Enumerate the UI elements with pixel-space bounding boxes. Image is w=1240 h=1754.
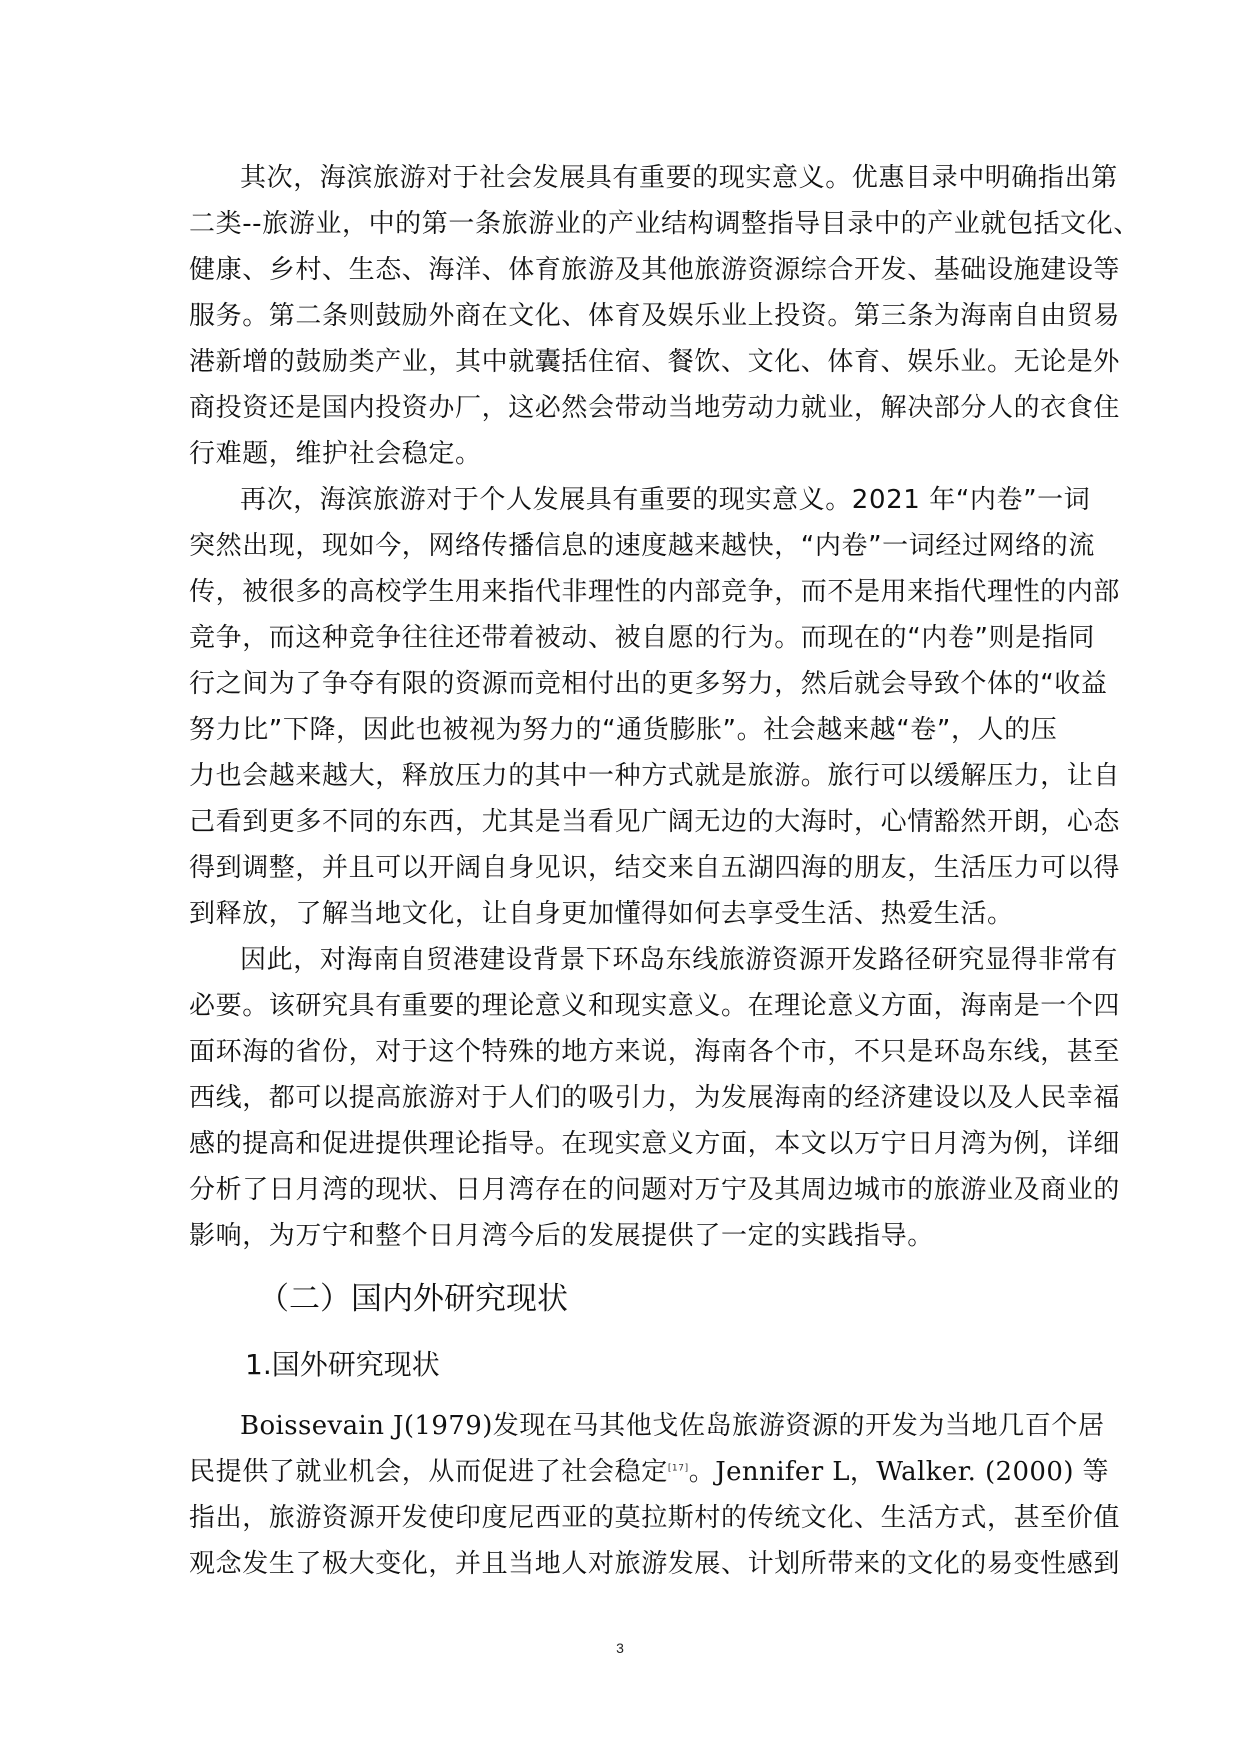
paragraph-line: 再次，海滨旅游对于个人发展具有重要的现实意义。2021 年“内卷”一词 [240,485,1091,515]
paragraph-line: 其次，海滨旅游对于社会发展具有重要的现实意义。优惠目录中明确指出第 [240,163,1118,193]
paragraph-line: 行之间为了争夺有限的资源而竞相付出的更多努力，然后就会导致个体的“收益 [189,669,1108,699]
paragraph-line: 分析了日月湾的现状、日月湾存在的问题对万宁及其周边城市的旅游业及商业的 [189,1175,1121,1205]
paragraph-line: 西线，都可以提高旅游对于人们的吸引力，为发展海南的经济建设以及人民幸福 [189,1083,1121,1113]
paragraph-text: 。 [688,1457,716,1487]
paragraph-line: 影响，为万宁和整个日月湾今后的发展提供了一定的实践指导。 [189,1221,934,1251]
paragraph-line: 指出，旅游资源开发使印度尼西亚的莫拉斯村的传统文化、生活方式，甚至价值 [189,1503,1121,1533]
paragraph-line: 竞争，而这种竞争往往还带着被动、被自愿的行为。而现在的“内卷”则是指同 [189,623,1095,653]
paragraph-text: 民提供了就业机会，从而促进了社会稳定 [189,1457,668,1487]
paragraph-text: 发现在马其他戈佐岛旅游资源的开发为当地几百个居 [492,1411,1105,1441]
author-citation: Boissevain J(1979) [240,1411,493,1441]
paragraph-line: 行难题，维护社会稳定。 [189,439,482,469]
paragraph-line: 得到调整，并且可以开阔自身见识，结交来自五湖四海的朋友，生活压力可以得 [189,853,1121,883]
paragraph-line: 观念发生了极大变化，并且当地人对旅游发展、计划所带来的文化的易变性感到 [189,1549,1121,1579]
paragraph-line: 因此，对海南自贸港建设背景下环岛东线旅游资源开发路径研究显得非常有 [240,945,1118,975]
author-citation: Jennifer L，Walker. (2000) [715,1457,1083,1487]
paragraph-line: 努力比”下降，因此也被视为努力的“通货膨胀”。社会越来越“卷”，人的压 [189,715,1058,745]
paragraph-line: 己看到更多不同的东西，尤其是当看见广阔无边的大海时，心情豁然开朗，心态 [189,807,1121,837]
paragraph-line: 健康、乡村、生态、海洋、体育旅游及其他旅游资源综合开发、基础设施建设等 [189,255,1121,285]
paragraph-line: 必要。该研究具有重要的理论意义和现实意义。在理论意义方面，海南是一个四 [189,991,1121,1021]
paragraph-line: 感的提高和促进提供理论指导。在现实意义方面，本文以万宁日月湾为例，详细 [189,1129,1121,1159]
section-heading: （二）国内外研究现状 [258,1281,568,1317]
paragraph-line: 服务。第二条则鼓励外商在文化、体育及娱乐业上投资。第三条为海南自由贸易 [189,301,1121,331]
paragraph-line: 二类--旅游业，中的第一条旅游业的产业结构调整指导目录中的产业就包括文化、 [189,209,1140,239]
paragraph-line [189,1452,1110,1492]
paragraph-line [240,1406,1120,1446]
paragraph-line: 面环海的省份，对于这个特殊的地方来说，海南各个市，不只是环岛东线，甚至 [189,1037,1121,1067]
paragraph-line: 力也会越来越大，释放压力的其中一种方式就是旅游。旅行可以缓解压力，让自 [189,761,1121,791]
paragraph-line: 商投资还是国内投资办厂，这必然会带动当地劳动力就业，解决部分人的衣食住 [189,393,1121,423]
paragraph-text: 等 [1082,1457,1110,1487]
paragraph-line: 港新增的鼓励类产业，其中就囊括住宿、餐饮、文化、体育、娱乐业。无论是外 [189,347,1121,377]
paragraph-line: 传，被很多的高校学生用来指代非理性的内部竞争，而不是用来指代理性的内部 [189,577,1121,607]
paragraph-line: 到释放，了解当地文化，让自身更加懂得如何去享受生活、热爱生活。 [189,899,1014,929]
subsection-heading: 1.国外研究现状 [245,1348,440,1381]
reference-marker[interactable]: [17] [667,1463,689,1474]
paragraph-line: 突然出现，现如今，网络传播信息的速度越来越快，“内卷”一词经过网络的流 [189,531,1095,561]
page-number: 3 [616,1640,624,1656]
